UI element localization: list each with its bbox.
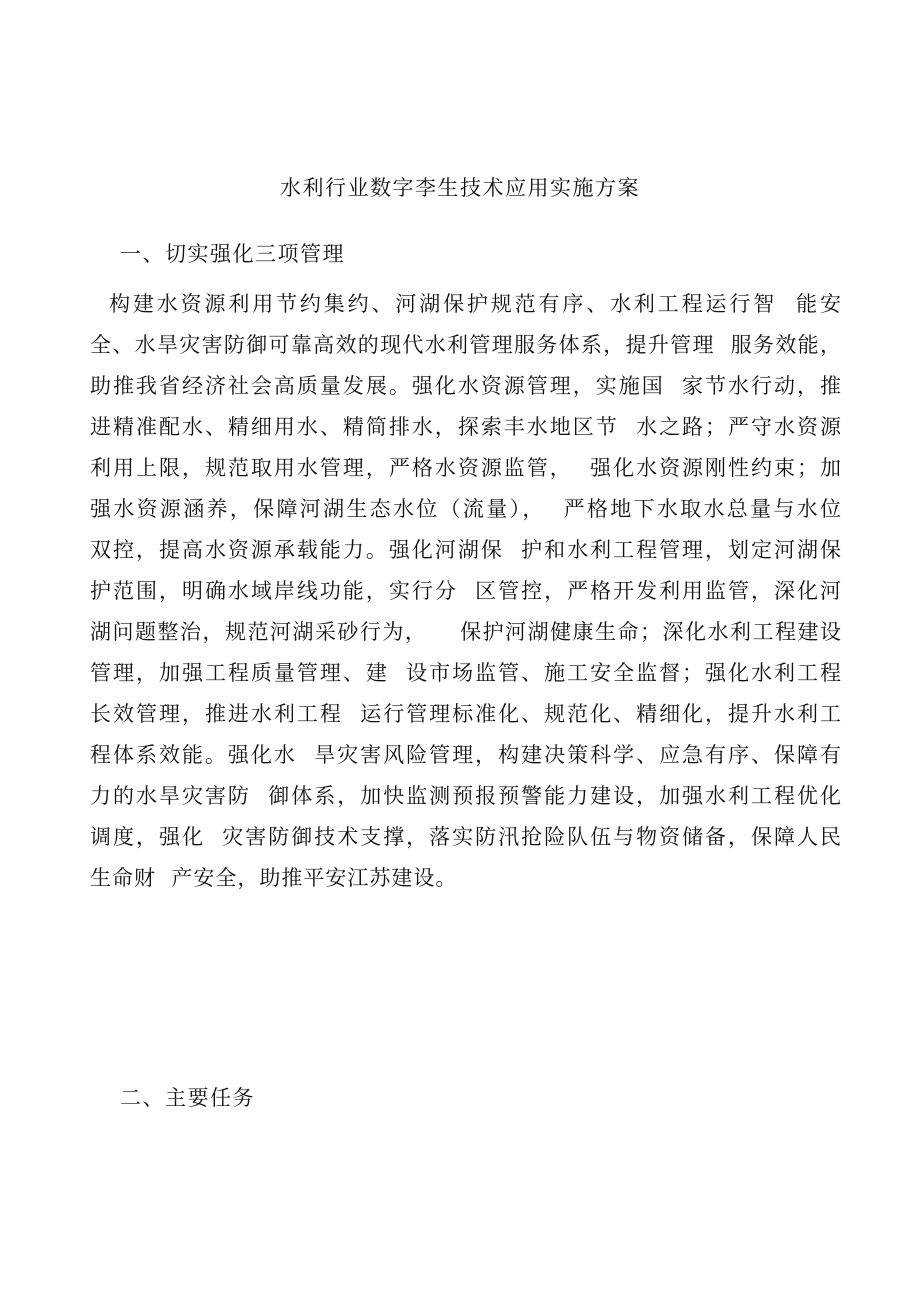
paragraph-line: 双控，提高水资源承载能力。强化河湖保 护和水利工程管理，划定河湖保: [90, 538, 842, 562]
paragraph-line: 强水资源涵养，保障河湖生态水位（流量）， 严格地下水取水总量与水位: [90, 497, 842, 521]
paragraph-line: 程体系效能。强化水 旱灾害风险管理，构建决策科学、应急有序、保障有: [90, 743, 842, 767]
paragraph-line: 湖问题整治，规范河湖采砂行为， 保护河湖健康生命；深化水利工程建设: [90, 620, 842, 644]
paragraph-line: 长效管理，推进水利工程 运行管理标准化、规范化、精细化，提升水利工: [90, 702, 842, 726]
paragraph-line: 利用上限，规范取用水管理，严格水资源监管， 强化水资源刚性约束；加: [90, 456, 842, 480]
paragraph-line: 调度，强化 灾害防御技术支撑，落实防汛抢险队伍与物资储备，保障人民: [90, 825, 842, 849]
paragraph-line: 护范围，明确水域岸线功能，实行分 区管控，严格开发利用监管，深化河: [90, 579, 842, 603]
section-1-paragraph: [90, 284, 842, 899]
paragraph-line: 进精准配水、精细用水、精简排水，探索丰水地区节 水之路；严守水资源: [90, 415, 842, 439]
section-heading-2: 二、主要任务: [120, 1086, 255, 1110]
paragraph-line: 力的水旱灾害防 御体系，加快监测预报预警能力建设，加强水利工程优化: [90, 784, 842, 808]
document-title: 水利行业数字李生技术应用实施方案: [280, 176, 640, 200]
paragraph-line: 生命财 产安全，助推平安江苏建设。: [90, 866, 458, 890]
paragraph-line: 全、水旱灾害防御可靠高效的现代水利管理服务体系，提升管理 服务效能，: [90, 333, 842, 357]
paragraph-line: 助推我省经济社会高质量发展。强化水资源管理，实施国 家节水行动，推: [90, 374, 842, 398]
paragraph-line: 构建水资源利用节约集约、河湖保护规范有序、水利工程运行智 能安: [90, 292, 842, 316]
section-heading-1: 一、切实强化三项管理: [120, 242, 345, 266]
paragraph-line: 管理，加强工程质量管理、建 设市场监管、施工安全监督；强化水利工程: [90, 661, 842, 685]
